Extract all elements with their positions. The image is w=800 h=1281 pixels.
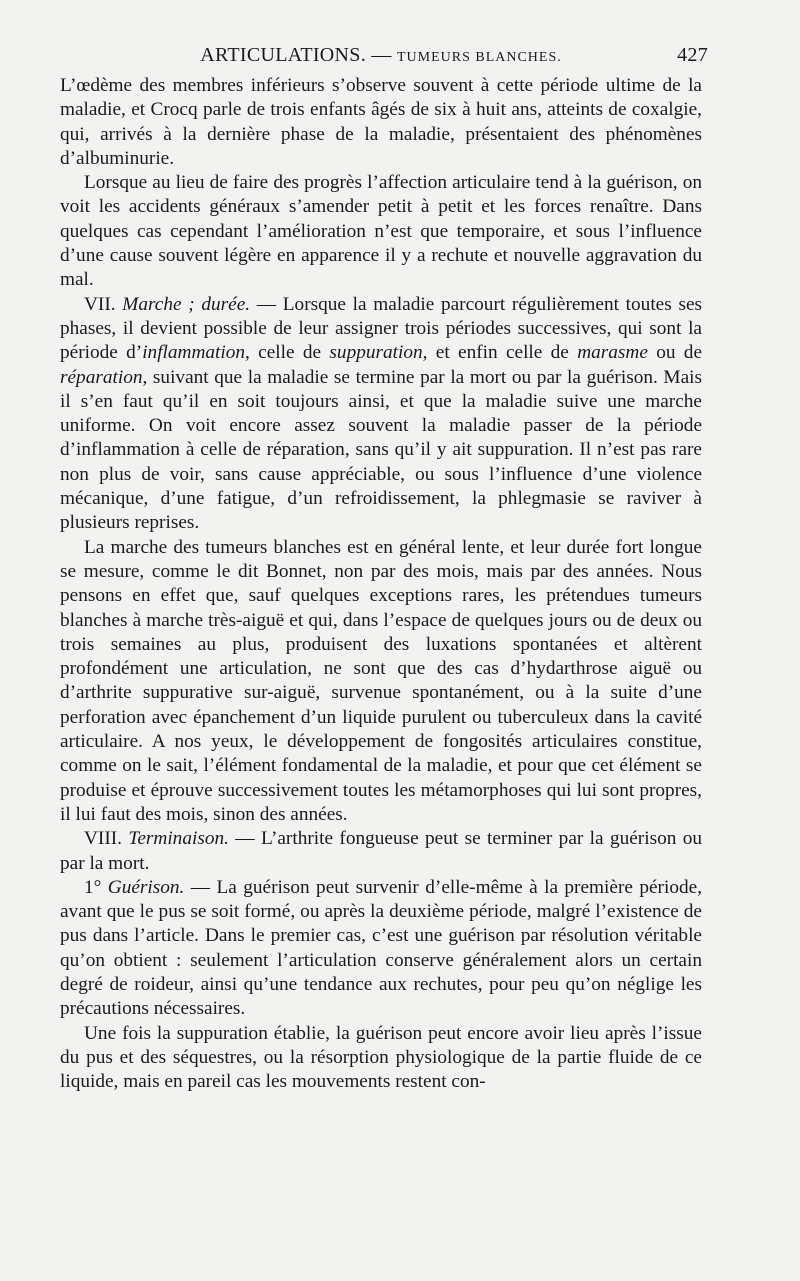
paragraph-oedeme: L’œdème des membres inférieurs s’observe souvent à cette période ultime de la maladie, et Crocq parle de trois enfants âgés de six à huit ans, atteints de coxalgie, qui, arrivés à la dernière phase de la maladie, présentaient des phénomènes d’albuminurie.	[60, 75, 702, 169]
page-number: 427	[677, 44, 708, 66]
running-title-dash: —	[371, 44, 392, 66]
paragraph-terminaison	[60, 827, 702, 876]
running-head	[60, 44, 708, 74]
running-title-sub: TUMEURS BLANCHES.	[396, 50, 562, 65]
paragraph-guerison	[60, 876, 702, 1022]
section-number-vii: VII.	[84, 293, 116, 315]
term-marasme: marasme	[577, 342, 648, 364]
term-suppuration: suppuration	[329, 342, 423, 364]
body-text	[60, 74, 702, 1094]
section-heading-terminaison: Terminaison.	[128, 828, 229, 850]
text-run: — Lorsque la maladie parcourt régulièrement toutes ses phases, il devient possible de leur assigner trois périodes successives, qui sont la période d’	[60, 293, 703, 364]
text-run: , suivant que la maladie se termine par la mort ou par la guérison. Mais il s’en faut qu’il en soit toujours ainsi, et que la maladie suive une marche uniforme. On voit encore assez souvent la maladie passer de la période d’inflammation à celle de réparation, sans qu’il y ait suppuration. Il n’est pas rare non plus de voir, sans cause appréciable, ou sous l’influence d’une violence mécanique, d’une fatigue, d’un refroidissement, la phlegmasie se raviver à plusieurs reprises.	[60, 366, 702, 534]
paragraph-marche-duree	[60, 293, 702, 536]
paragraph-suppuration-etablie: Une fois la suppuration établie, la guérison peut encore avoir lieu après l’issue du pus et des séquestres, ou la résorption physiologique de la partie fluide de ce liquide, mais en pareil cas les mouvements restent con-	[60, 1022, 702, 1093]
text-run: ou de	[647, 342, 703, 364]
text-run: , et enfin celle de	[422, 342, 578, 364]
paragraph-marche-lente: La marche des tumeurs blanches est en général lente, et leur durée fort longue se mesure, comme le dit Bonnet, non par des mois, mais par des années. Nous pensons en effet que, sauf quelques exceptions rares, les prétendues tumeurs blanches à marche très-aiguë et qui, dans l’espace de quelques jours ou de deux ou trois semaines au plus, produisent des luxations spontanées et altèrent profondément une articulation, ne sont que des cas d’hydarthrose aiguë ou d’arthrite suppurative sur-aiguë, survenue spontanément, ou à la suite d’une perforation avec épanchement d’un liquide purulent ou tuberculeux dans la cavité articulaire. A nos yeux, le développement de fongosités articulaires constitue, comme on le sait, l’élément fondamental de la maladie, et pour que cet élément se produise et éprouve successivement toutes les métamorphoses qui lui sont propres, il lui faut des mois, sinon des années.	[60, 536, 702, 825]
paragraph-guerison-generale: Lorsque au lieu de faire des progrès l’affection articulaire tend à la guérison, on voit les accidents généraux s’amender petit à petit et les forces renaître. Dans quelques cas cependant l’amélioration n’est que temporaire, et sous l’influence d’une cause souvent légère en apparence il y a rechute et nouvelle aggravation du mal.	[60, 172, 702, 291]
subsection-heading-guerison: Guérison.	[107, 876, 185, 898]
text-run: — L’arthrite fongueuse peut se terminer par la guérison ou par la mort.	[60, 828, 703, 874]
text-run: , celle de	[245, 342, 330, 364]
section-heading-marche: Marche ; durée.	[122, 293, 251, 315]
subsection-number-1: 1°	[84, 876, 102, 898]
running-title	[60, 44, 702, 67]
section-number-viii: VIII.	[84, 828, 123, 850]
term-inflammation: inflammation	[142, 342, 246, 364]
term-reparation: réparation	[60, 366, 143, 388]
text-run: — La guérison peut survenir d’elle-même à la première période, avant que le pus se soit formé, ou après la deuxième période, malgré l’existence de pus dans l’article. Dans le premier cas, c’est une guérison par résolution véritable qu’on obtient : seulement l’articulation conserve généralement alors un certain degré de roideur, ainsi qu’une tendance aux rechutes, pour peu qu’on néglige les précautions nécessaires.	[60, 876, 702, 1020]
running-title-main: ARTICULATIONS.	[200, 44, 367, 66]
